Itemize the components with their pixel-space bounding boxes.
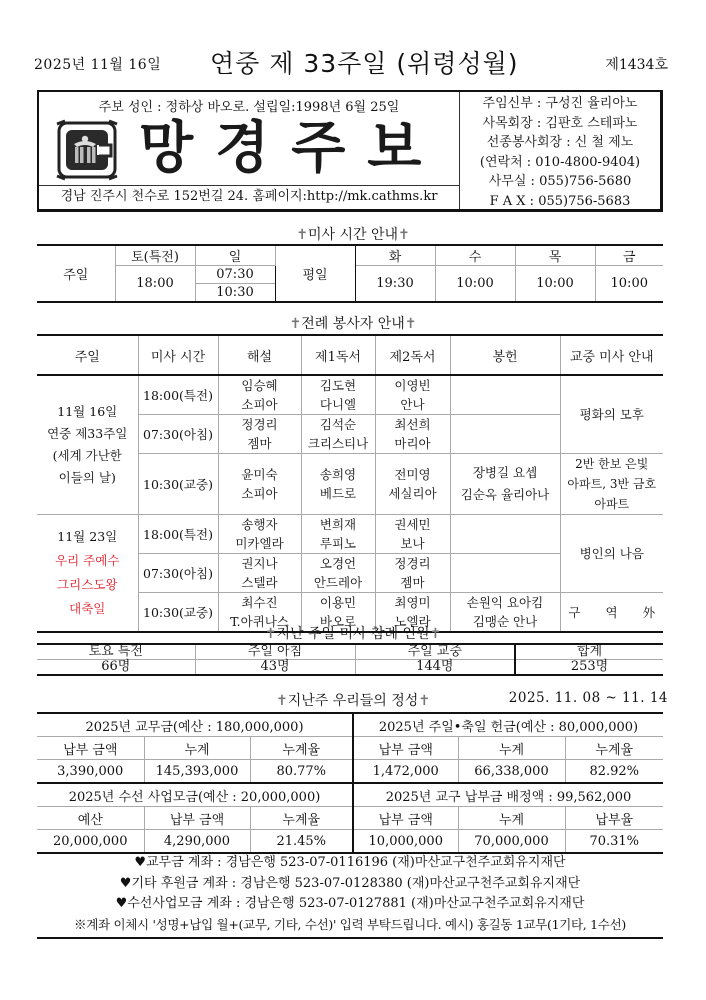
attendance-table <box>37 643 663 676</box>
cell-text: 권지나 <box>241 556 278 571</box>
reading1 <box>301 515 375 554</box>
cross-icon: ✝ <box>418 693 431 709</box>
cell-text: 베드로 <box>319 486 357 501</box>
cell-text: 최선희 <box>394 417 431 432</box>
cell-text: 권세민 <box>394 517 431 532</box>
mass-time: 07:30(아침) <box>138 554 218 593</box>
table-row <box>37 515 663 554</box>
cell-text: 누계율 <box>250 807 353 830</box>
reading1 <box>301 375 375 415</box>
cell-text: 다니엘 <box>319 397 357 412</box>
time-saturday: 18:00 <box>115 266 195 303</box>
offerings-headers <box>37 807 663 830</box>
cell-text: 11월 23일 <box>57 529 118 544</box>
cell-text: 정경리 <box>241 417 278 432</box>
cell-text: 주일 교중 <box>355 644 515 660</box>
issue-number: 제1434호 <box>605 57 668 73</box>
offerings-table <box>37 712 663 854</box>
col-notice: 교중 미사 안내 <box>560 335 663 375</box>
mass-time: 07:30(아침) <box>138 415 218 454</box>
cell-text: 합계 <box>515 644 663 660</box>
cell-text: 젬마 <box>247 436 272 451</box>
cell-text: 이영빈 <box>394 378 431 393</box>
cell-text: 루피노 <box>319 536 357 551</box>
cell-text: 송희영 <box>319 467 357 482</box>
weekday-label: 평일 <box>275 245 355 302</box>
offertory <box>450 454 560 515</box>
cell-text: 안드레아 <box>313 575 363 590</box>
cell-text: 김석순 <box>319 417 357 432</box>
cell-text: 21.45% <box>250 830 353 854</box>
cell-text: 구 역 外 <box>568 604 656 620</box>
offerings-title: ✝지난주 우리들의 정성✝ <box>275 693 431 709</box>
cell-text: 송행자 <box>241 517 278 532</box>
cross-icon: ✝ <box>429 626 442 642</box>
cell-text: 66명 <box>37 660 195 676</box>
cross-icon: ✝ <box>404 316 417 332</box>
bulletin-date: 2025년 11월 16일 <box>34 57 162 73</box>
cell-text: 안나 <box>400 397 425 412</box>
commentary <box>218 554 301 593</box>
cell-text: 토요 특전 <box>37 644 195 660</box>
reading1 <box>301 454 375 515</box>
offerings-values <box>37 830 663 854</box>
commentary <box>218 454 301 515</box>
cell-text: 최수진 <box>241 595 278 610</box>
feast-highlight: 우리 주예수 <box>55 553 120 568</box>
time-sunday-1: 07:30 <box>195 266 275 284</box>
day-sunday: 일 <box>195 245 275 266</box>
col-mass-time: 미사 시간 <box>138 335 218 375</box>
cell-text: 2반 한보 은빛 <box>575 457 649 471</box>
commentary <box>218 415 301 454</box>
cell-text: 정경리 <box>394 556 431 571</box>
cell-text: 스텔라 <box>241 575 278 590</box>
cell-text: 누계율 <box>565 737 663 760</box>
offertory <box>450 554 560 593</box>
servers-title: ✝전례 봉사자 안내✝ <box>289 316 417 332</box>
time-wednesday: 10:00 <box>435 266 515 303</box>
cell-text: 보나 <box>400 536 425 551</box>
cell-text: 아파트 <box>594 497 630 511</box>
staff-pastor: 주임신부 : 구성진 율리아노 <box>482 96 638 111</box>
reading2 <box>375 375 450 415</box>
cell-text: 아파트, 3반 금호 <box>567 477 657 491</box>
cell-text: 이들의 날) <box>58 470 116 485</box>
cell-text: 장병길 요셉 <box>472 465 538 480</box>
offerings-values <box>37 760 663 784</box>
heart-icon: ♥ <box>115 896 128 911</box>
cell-text: 2025년 교구 납부금 배정액 : 99,562,000 <box>353 783 663 807</box>
cell-text: 김순옥 율리아나 <box>460 487 550 502</box>
cell-text: 145,393,000 <box>144 760 250 784</box>
cell-text: 이용민 <box>319 595 357 610</box>
cell-text: 임승혜 <box>241 378 278 393</box>
cell-text: 세실리아 <box>388 486 437 501</box>
transfer-note: ※계좌 이체시 '성명+납입 월+(교무, 기타, 수선)' 입력 부탁드립니다. 예시) 홍길동 1교무(1기타, 1수선) <box>74 916 626 932</box>
offerings-date-range: 2025. 11. 08 ~ 11. 14 <box>508 690 668 706</box>
offertory <box>450 375 560 415</box>
reading1 <box>301 415 375 454</box>
servers-header-row <box>37 335 663 375</box>
time-friday: 10:00 <box>595 266 663 303</box>
offertory <box>450 515 560 554</box>
day-tuesday: 화 <box>355 245 435 266</box>
cell-text: T.아퀴나스 <box>230 614 289 629</box>
col-offertory: 봉헌 <box>450 335 560 375</box>
cell-text: 소피아 <box>241 397 278 412</box>
cell-text: 누계 <box>458 807 565 830</box>
attendance-values-row <box>37 660 663 676</box>
col-reading1: 제1독서 <box>301 335 375 375</box>
feast-highlight: 그리스도왕 <box>57 577 118 592</box>
masthead-left <box>39 92 460 209</box>
offerings-block-titles <box>37 713 663 737</box>
cell-text: 3,390,000 <box>37 760 144 784</box>
reading1 <box>301 554 375 593</box>
parish-emblem-icon <box>55 118 119 182</box>
offertory <box>450 415 560 454</box>
heart-icon: ♥ <box>119 875 132 891</box>
time-sunday-2: 10:30 <box>195 284 275 303</box>
notice-bottom <box>560 454 663 515</box>
reading2 <box>375 554 450 593</box>
cell-text: 손원익 요아킴 <box>466 595 544 610</box>
week2-sunday <box>37 515 138 633</box>
staff-council-president: 사목회장 : 김판호 스테파노 <box>482 115 638 131</box>
col-sunday: 주일 <box>37 335 138 375</box>
day-friday: 금 <box>595 245 663 266</box>
mass-time: 10:30(교중) <box>138 454 218 515</box>
cell-text: 1,472,000 <box>353 760 458 784</box>
cell-text: (세계 가난한 <box>52 448 122 463</box>
cell-text: 누계 <box>144 737 250 760</box>
cell-text: 80.77% <box>250 760 353 784</box>
cell-text: 144명 <box>355 660 515 676</box>
mass-time: 10:30(교중) <box>138 593 218 633</box>
mass-time: 18:00(특전) <box>138 515 218 554</box>
cross-icon: ✝ <box>289 316 302 332</box>
cell-text: 김맹순 안나 <box>472 614 538 629</box>
cell-text: 납부율 <box>565 807 663 830</box>
cell-text: 오경언 <box>319 556 357 571</box>
mass-schedule-title: ✝미사 시간 안내✝ <box>296 227 410 243</box>
notice-top: 평화의 모후 <box>560 375 663 454</box>
cell-text: 노엘라 <box>394 614 431 629</box>
cell-text: 납부 금액 <box>144 807 250 830</box>
cell-text: 연중 제33주일 <box>47 426 128 441</box>
cell-text: 납부 금액 <box>353 737 458 760</box>
cell-text: 43명 <box>195 660 355 676</box>
commentary <box>218 375 301 415</box>
cell-text: 70.31% <box>565 830 663 854</box>
week1-sunday <box>37 375 138 515</box>
cross-icon: ✝ <box>275 693 288 709</box>
cell-text: 최영미 <box>394 595 431 610</box>
offerings-block-titles <box>37 783 663 807</box>
cell-text: 미카엘라 <box>235 536 284 551</box>
day-thursday: 목 <box>515 245 595 266</box>
bulletin-name: 망경주보 <box>139 116 444 181</box>
attendance-header-row <box>37 644 663 660</box>
reading2 <box>375 454 450 515</box>
time-tuesday: 19:30 <box>355 266 435 303</box>
parish-address[interactable]: 경남 진주시 천수로 152번길 24. 홈페이지:http://mk.cathms.kr <box>39 185 459 209</box>
cell-text: 4,290,000 <box>144 830 250 854</box>
logo-row <box>39 114 459 186</box>
cell-text: 납부 금액 <box>37 737 144 760</box>
page-title: 연중 제 33주일 (위령성월) <box>210 49 519 78</box>
parish-staff <box>460 92 660 209</box>
cross-icon: ✝ <box>264 626 277 642</box>
founder-line: 주보 성인 : 정하상 바오로. 설립일:1998년 6월 25일 <box>98 100 400 115</box>
cell-text: 변희재 <box>319 517 357 532</box>
col-reading2: 제2독서 <box>375 335 450 375</box>
staff-contact: (연락처 : 010-4800-9404) <box>479 154 641 170</box>
day-saturday: 토(특전) <box>115 245 195 266</box>
cell-text: 2025년 주일•축일 헌금(예산 : 80,000,000) <box>353 713 663 737</box>
cell-text: 82.92% <box>565 760 663 784</box>
cell-text: 66,338,000 <box>458 760 565 784</box>
mass-schedule-table <box>37 244 663 303</box>
day-wednesday: 수 <box>435 245 515 266</box>
staff-fax: F A X : 055)756-5683 <box>489 193 631 209</box>
table-row <box>37 375 663 415</box>
col-commentary: 해설 <box>218 335 301 375</box>
cell-text: 2025년 교무금(예산 : 180,000,000) <box>37 713 353 737</box>
cell-text: 70,000,000 <box>458 830 565 854</box>
cell-text: 젬마 <box>400 575 425 590</box>
cell-text: 윤미숙 <box>241 467 278 482</box>
cell-text: 소피아 <box>241 486 278 501</box>
cell-text: 바오로 <box>319 614 357 629</box>
cell-text: 누계 <box>458 737 565 760</box>
cell-text: 11월 16일 <box>57 404 118 419</box>
cross-icon: ✝ <box>296 227 308 243</box>
feast-highlight: 대축일 <box>69 601 106 616</box>
offerings-headers <box>37 737 663 760</box>
cell-text: 20,000,000 <box>37 830 144 854</box>
bank-accounts <box>37 853 663 939</box>
cell-text: 전미영 <box>394 467 431 482</box>
staff-office: 사무실 : 055)756-5680 <box>488 174 632 189</box>
cell-text: 납부 금액 <box>353 807 458 830</box>
account-line: ♥기타 후원금 계좌 : 경남은행 523-07-0128380 (재)마산교구천주교회유지재단 <box>119 875 581 891</box>
servers-table <box>37 334 663 633</box>
cell-text: 253명 <box>515 660 663 676</box>
notice-top: 병인의 나음 <box>560 515 663 593</box>
cross-icon: ✝ <box>398 227 410 243</box>
time-thursday: 10:00 <box>515 266 595 303</box>
staff-funeral-president: 선종봉사회장 : 신 철 제노 <box>486 135 634 150</box>
cell-text: 마리아 <box>394 436 431 451</box>
cell-text: 김도현 <box>319 378 357 393</box>
account-line: ♥수선사업모금 계좌 : 경남은행 523-07-0127881 (재)마산교구천주교회유지재단 <box>115 896 585 911</box>
cell-text: 크리스티나 <box>307 436 369 451</box>
cell-text: 주일 아침 <box>195 644 355 660</box>
heart-icon: ♥ <box>134 855 147 870</box>
commentary <box>218 515 301 554</box>
attendance-title: ✝지난 주일 미사 참례 인원✝ <box>264 626 442 642</box>
account-line: ♥교무금 계좌 : 경남은행 523-07-0116196 (재)마산교구천주교회유지재단 <box>134 855 566 870</box>
cell-text: 10,000,000 <box>353 830 458 854</box>
reading2 <box>375 415 450 454</box>
cell-text: 예산 <box>37 807 144 830</box>
mass-time: 18:00(특전) <box>138 375 218 415</box>
cell-text: 2025년 수선 사업모금(예산 : 20,000,000) <box>37 783 353 807</box>
masthead <box>37 90 663 212</box>
cell-text: 누계율 <box>250 737 353 760</box>
reading2 <box>375 515 450 554</box>
sunday-label: 주일 <box>37 245 115 302</box>
